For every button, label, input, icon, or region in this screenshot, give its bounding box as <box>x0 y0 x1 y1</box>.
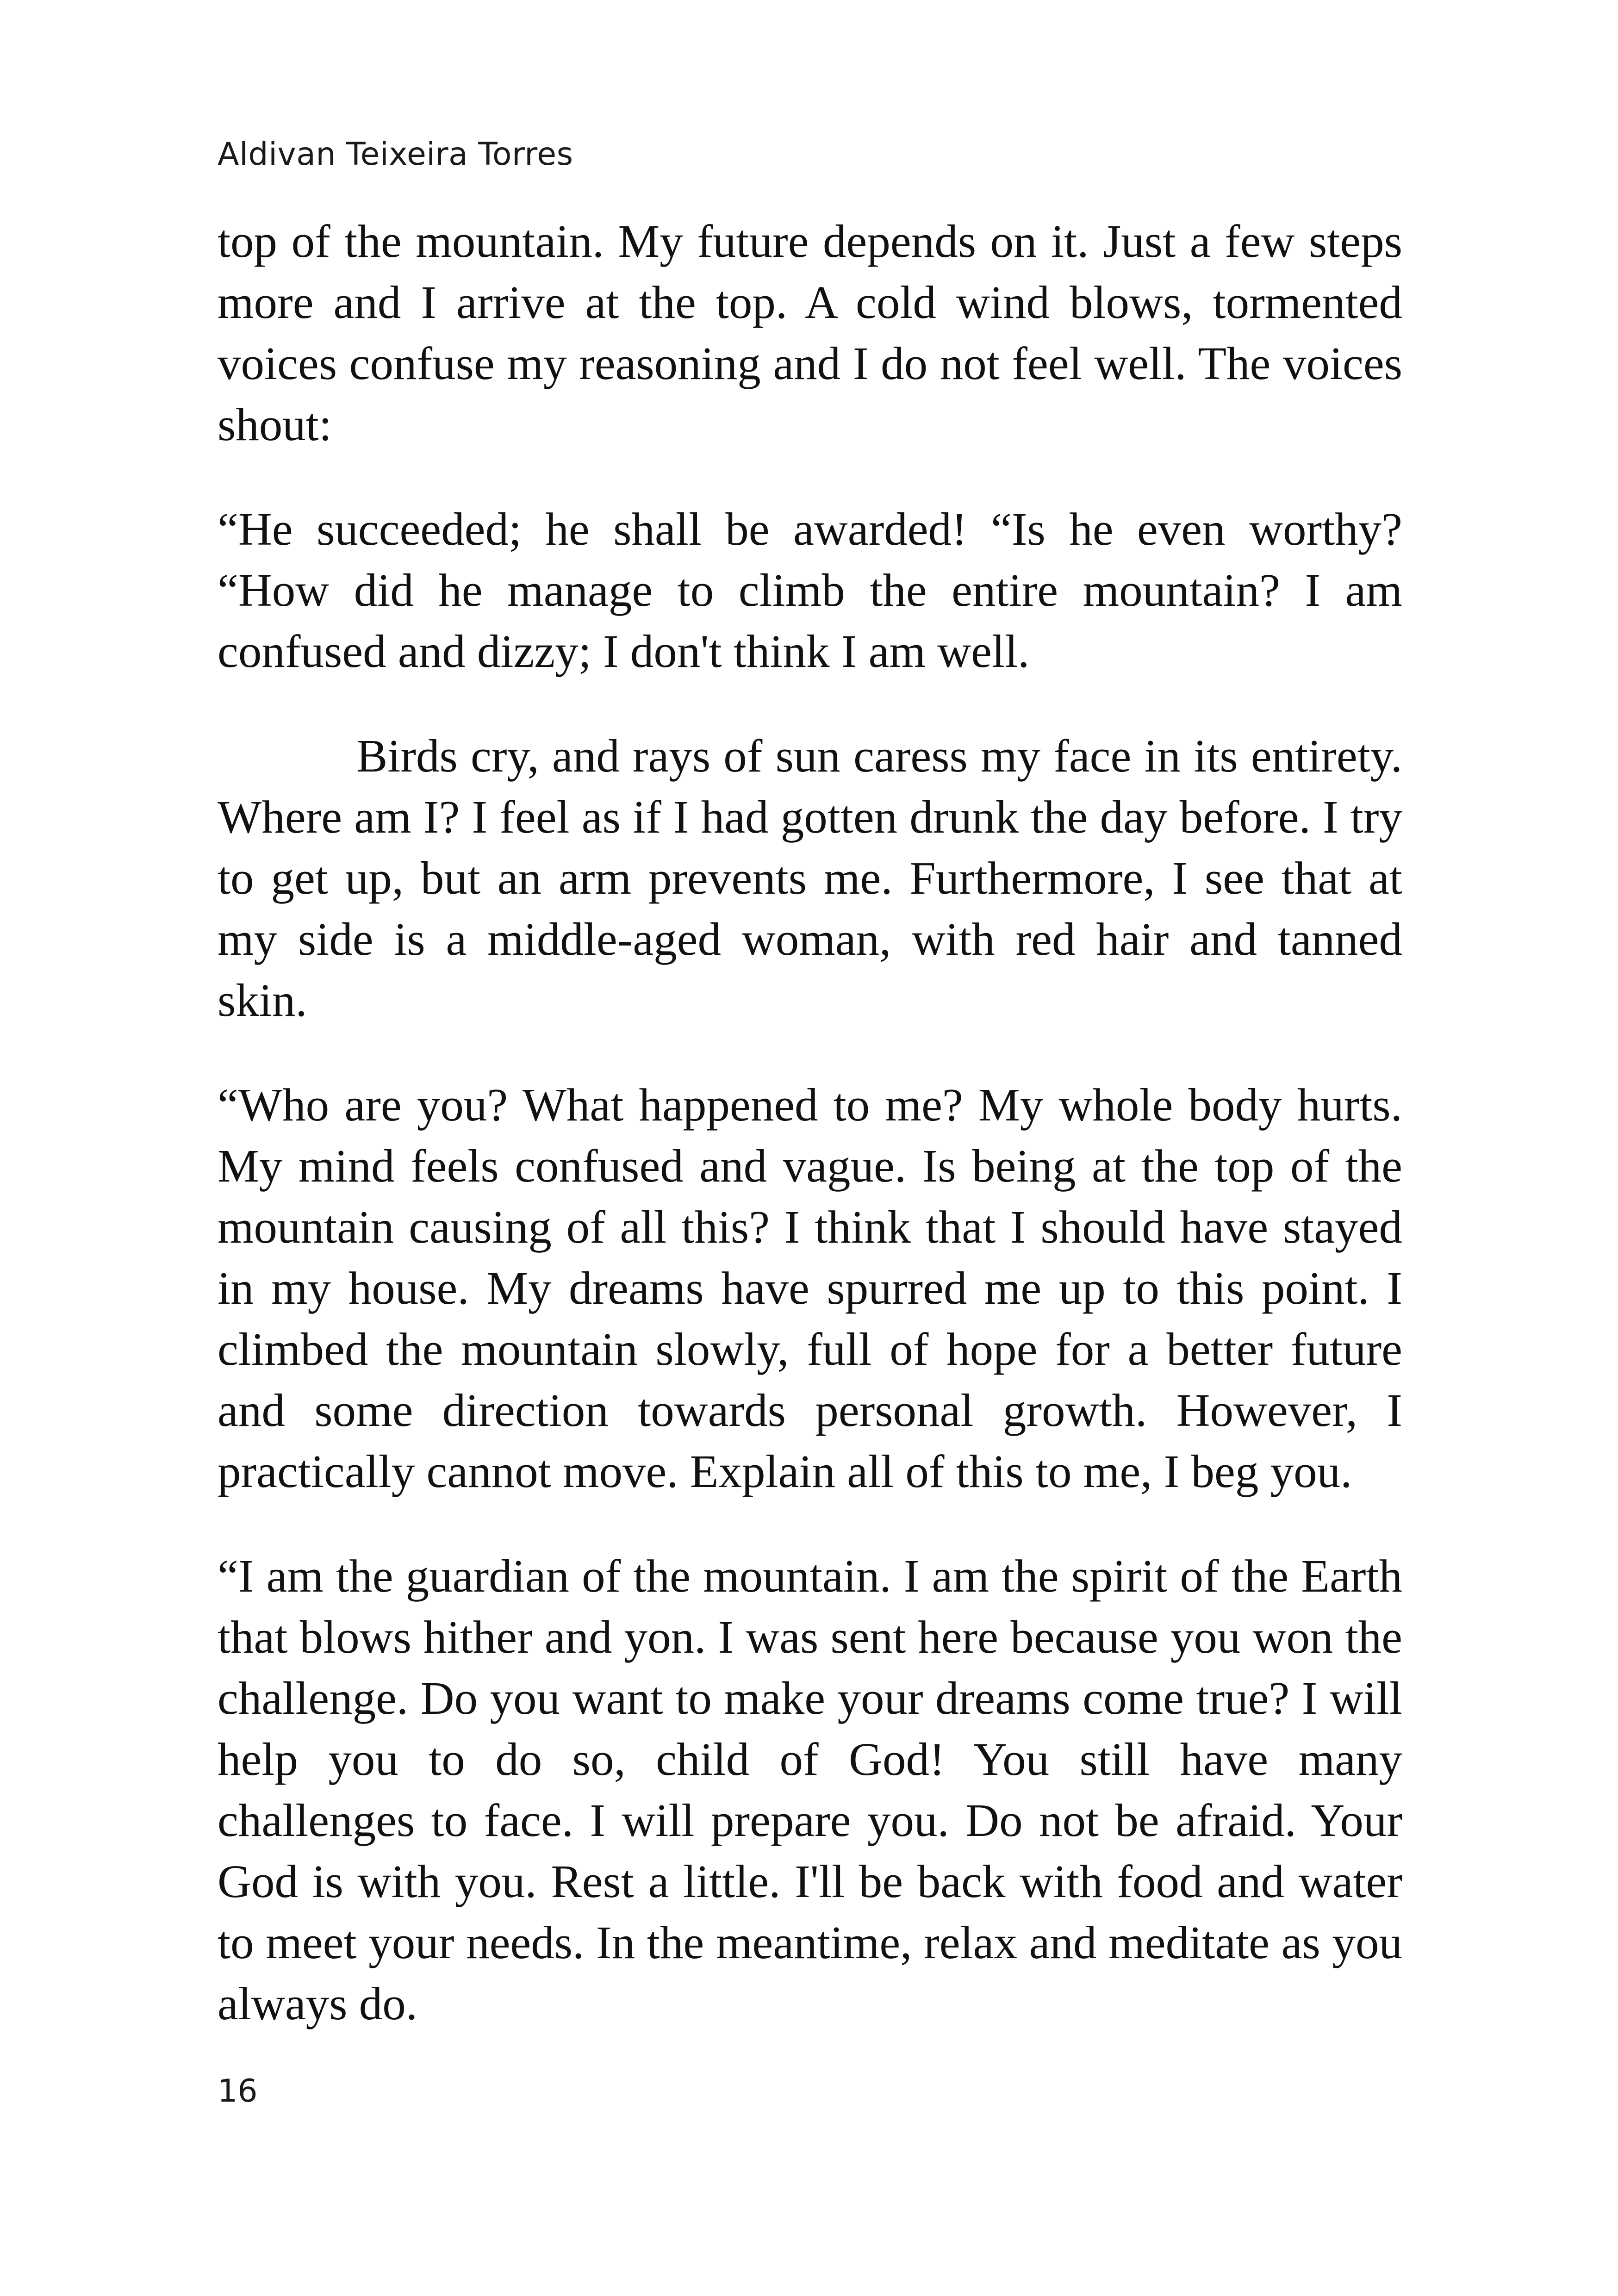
running-header-author: Aldivan Teixeira Torres <box>218 136 573 173</box>
paragraph: “I am the guardian of the mountain. I am the spirit of the Earth that blows hither and yon. I was sent here because you won the challenge. Do you want to make your dreams come true? I will help you to do so, child of God! You still have many challenges to face. I will prepare you. Do not be afraid. Your God is with you. Rest a little. I'll be back with food and water to meet your needs. In the meantime, relax and meditate as you always do. <box>218 1550 1402 2029</box>
paragraph: top of the mountain. My future depends on it. Just a few steps more and I arrive at the top. A cold wind blows, tormented voices confuse my reasoning and I do not feel well. The voices shout: <box>218 215 1402 450</box>
page-number: 16 <box>218 2073 258 2109</box>
paragraph: Birds cry, and rays of sun caress my face in its entirety. Where am I? I feel as if I had gotten drunk the day before. I try to get up, but an arm prevents me. Furthermore, I see that at my side is a middle-aged woman, with red hair and tanned skin. <box>218 730 1402 1026</box>
paragraph: “He succeeded; he shall be awarded! “Is he even worthy? “How did he manage to climb the entire mountain? I am confused and dizzy; I don't think I am well. <box>218 503 1402 677</box>
paragraph: “Who are you? What happened to me? My whole body hurts. My mind feels confused and vague. Is being at the top of the mountain causing of all this? I think that I should have stayed in my house. My dreams have spurred me up to this point. I climbed the mountain slowly, full of hope for a better future and some direction towards personal growth. However, I practically cannot move. Explain all of this to me, I beg you. <box>218 1079 1402 1497</box>
body-text <box>218 211 1402 2078</box>
